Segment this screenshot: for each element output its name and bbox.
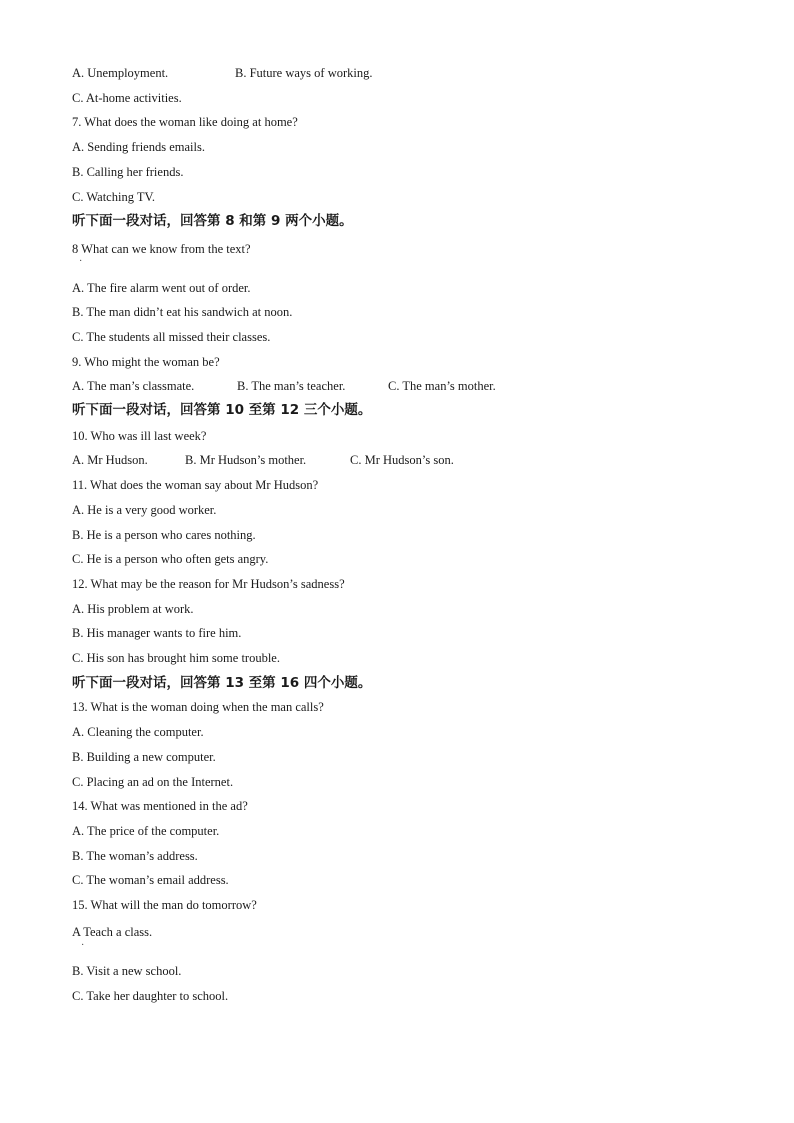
option-c: C. The woman’s email address. <box>72 873 229 887</box>
option-a: A. The price of the computer. <box>72 824 220 838</box>
question-12: 12. What may be the reason for Mr Hudson’s sadness? <box>72 577 345 591</box>
option-b: B. Building a new computer. <box>72 750 216 764</box>
option-b: B. Calling her friends. <box>72 165 184 179</box>
option-a: A. He is a very good worker. <box>72 503 217 517</box>
option-a: A. The fire alarm went out of order. <box>72 281 251 295</box>
option-b: B. He is a person who cares nothing. <box>72 528 256 542</box>
option-c: C. Placing an ad on the Internet. <box>72 775 234 789</box>
option-c: C. He is a person who often gets angry. <box>72 552 269 566</box>
option-b: B. Future ways of working. <box>235 66 373 80</box>
option-a: A Teach a class. <box>72 925 153 939</box>
option-b: B. His manager wants to fire him. <box>72 626 242 640</box>
option-c: C. Watching TV. <box>72 190 156 204</box>
option-a: A. Mr Hudson. <box>72 453 148 467</box>
question-9: 9. Who might the woman be? <box>72 355 220 369</box>
bullet-dot: · <box>79 256 83 267</box>
question-13: 13. What is the woman doing when the man calls? <box>72 700 324 714</box>
option-b: B. The man’s teacher. <box>237 379 346 393</box>
option-b: B. Mr Hudson’s mother. <box>185 453 307 467</box>
question-15: 15. What will the man do tomorrow? <box>72 898 257 912</box>
bullet-dot: · <box>81 940 85 951</box>
option-a: A. The man’s classmate. <box>72 379 195 393</box>
section-heading: 听下面一段对话，回答第 13 至第 16 四个小题。 <box>72 675 372 691</box>
option-a: A. Unemployment. <box>72 66 169 80</box>
option-a: A. Sending friends emails. <box>72 140 205 154</box>
section-heading: 听下面一段对话，回答第 8 和第 9 两个小题。 <box>72 213 353 229</box>
option-b: B. The woman’s address. <box>72 849 198 863</box>
section-heading: 听下面一段对话，回答第 10 至第 12 三个小题。 <box>72 402 372 418</box>
question-14: 14. What was mentioned in the ad? <box>72 799 248 813</box>
option-c: C. His son has brought him some trouble. <box>72 651 280 665</box>
option-b: B. Visit a new school. <box>72 964 182 978</box>
question-11: 11. What does the woman say about Mr Hudson? <box>72 478 319 492</box>
option-a: A. Cleaning the computer. <box>72 725 204 739</box>
option-c: C. Mr Hudson’s son. <box>350 453 454 467</box>
option-b: B. The man didn’t eat his sandwich at noon. <box>72 305 293 319</box>
option-c: C. The man’s mother. <box>388 379 496 393</box>
option-a: A. His problem at work. <box>72 602 194 616</box>
option-c: C. Take her daughter to school. <box>72 989 229 1003</box>
option-c: C. The students all missed their classes. <box>72 330 271 344</box>
option-c: C. At-home activities. <box>72 91 182 105</box>
question-8: 8 What can we know from the text? <box>72 242 251 256</box>
question-10: 10. Who was ill last week? <box>72 429 207 443</box>
question-7: 7. What does the woman like doing at home? <box>72 115 298 129</box>
